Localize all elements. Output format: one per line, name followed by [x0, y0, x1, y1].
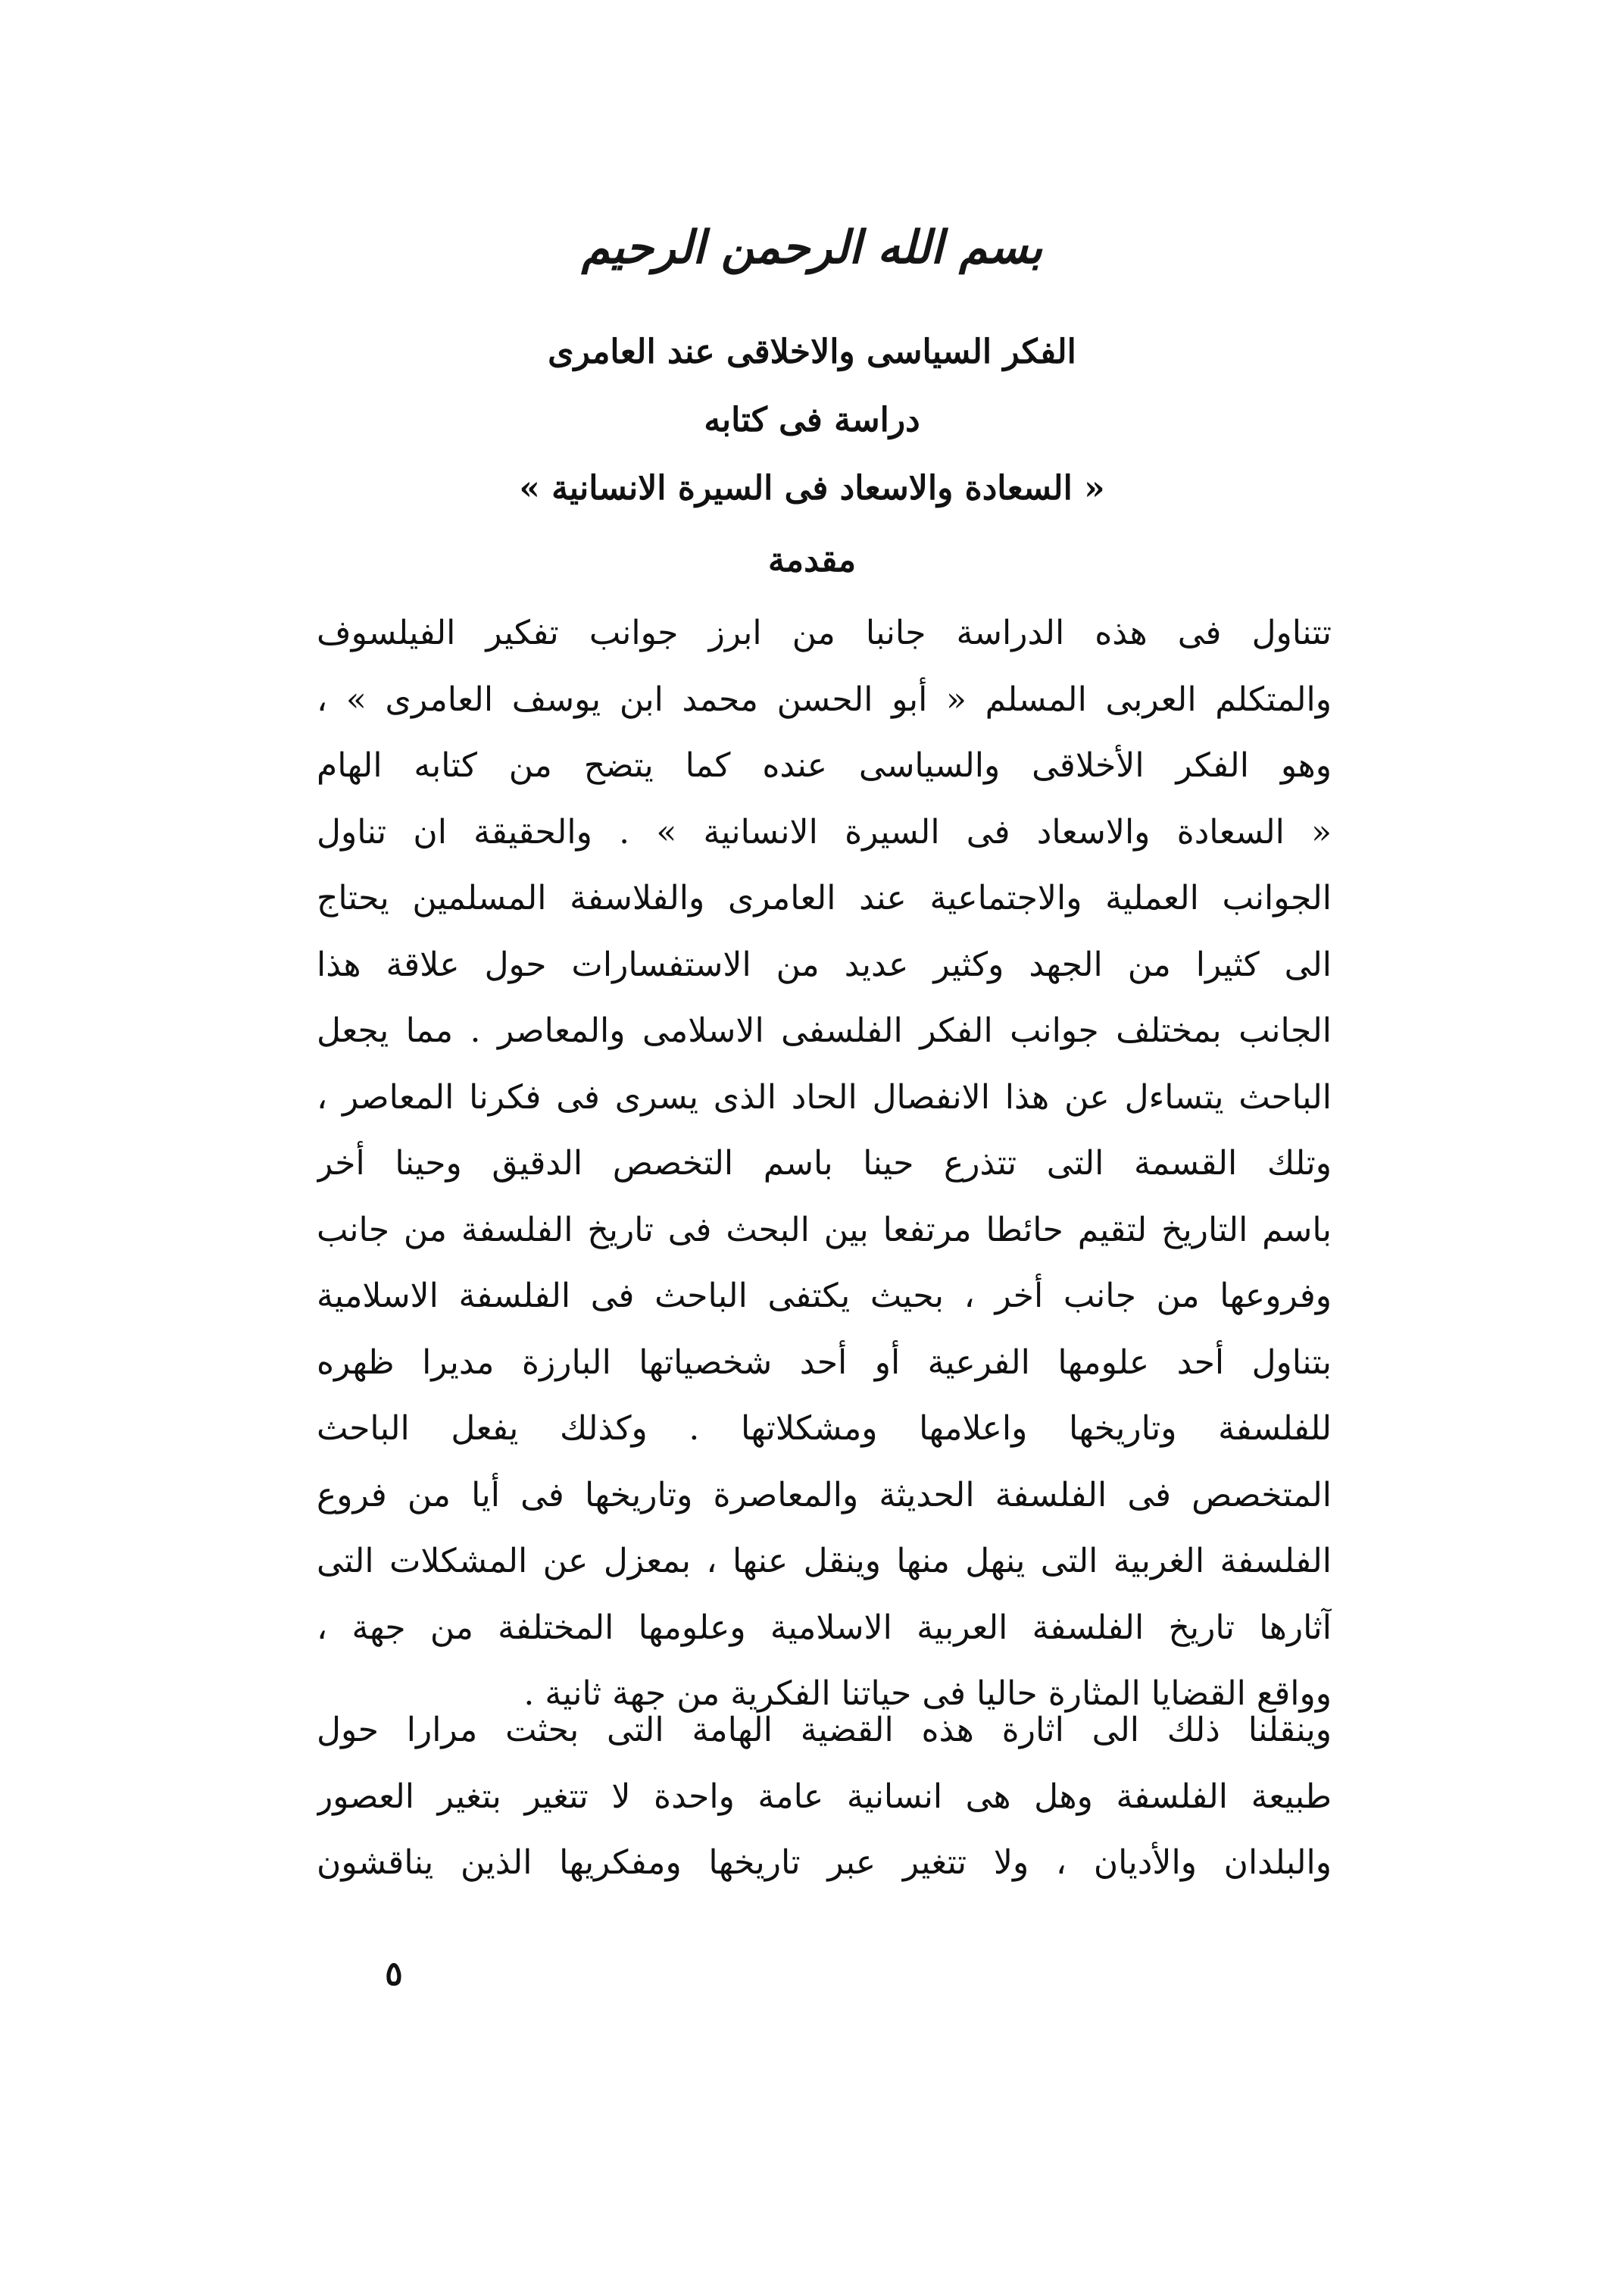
title-block — [0, 318, 1624, 523]
text-line: الجانب بمختلف جوانب الفكر الفلسفى الاسلامى والمعاصر . مما يجعل — [317, 1011, 1332, 1050]
text-line: وينقلنا ذلك الى اثارة هذه القضية الهامة التى بحثت مرارا حول — [317, 1711, 1332, 1749]
text-line: وهو الفكر الأخلاقى والسياسى عنده كما يتضح من كتابه الهام — [317, 746, 1332, 785]
text-line: بتناول أحد علومها الفرعية أو أحد شخصياتها البارزة مديرا ظهره — [317, 1342, 1332, 1382]
title-line-3: « السعادة والاسعاد فى السيرة الانسانية » — [519, 469, 1105, 508]
text-line: « السعادة والاسعاد فى السيرة الانسانية » . والحقيقة ان تناول — [317, 812, 1332, 852]
text-line: وواقع القضايا المثارة حاليا فى حياتنا الفكرية من جهة ثانية . — [523, 1674, 1332, 1713]
basmala-calligraphy: بسم الله الرحمن الرحيم — [581, 221, 1043, 274]
paragraph-1 — [317, 600, 1332, 1727]
text-line: الفلسفة الغربية التى ينهل منها وينقل عنها ، بمعزل عن المشكلات التى — [317, 1542, 1332, 1580]
text-line: طبيعة الفلسفة وهل هى انسانية عامة واحدة لا تتغير بتغير العصور — [317, 1777, 1332, 1816]
text-line: آثارها تاريخ الفلسفة العربية الاسلامية وعلومها المختلفة من جهة ، — [317, 1608, 1332, 1647]
title-line-2: دراسة فى كتابه — [704, 401, 920, 439]
title-line-1: الفكر السياسى والاخلاقى عند العامرى — [548, 333, 1076, 371]
text-line: وتلك القسمة التى تتذرع حينا باسم التخصص الدقيق وحينا أخر — [317, 1144, 1332, 1183]
text-line: للفلسفة وتاريخها واعلامها ومشكلاتها . وكذلك يفعل الباحث — [317, 1409, 1332, 1448]
text-line: والمتكلم العربى المسلم « أبو الحسن محمد ابن يوسف العامرى » ، — [317, 680, 1332, 719]
page-number: ٥ — [385, 1955, 403, 1993]
section-heading: مقدمة — [767, 541, 857, 580]
text-line: باسم التاريخ لتقيم حائطا مرتفعا بين البحث فى تاريخ الفلسفة من جانب — [317, 1210, 1332, 1249]
text-line: الى كثيرا من الجهد وكثير عديد من الاستفسارات حول علاقة هذا — [317, 945, 1332, 984]
text-line: والبلدان والأديان ، ولا تتغير عبر تاريخها ومفكريها الذين يناقشون — [317, 1843, 1332, 1882]
text-line: وفروعها من جانب أخر ، بحيث يكتفى الباحث فى الفلسفة الاسلامية — [317, 1277, 1332, 1315]
text-line: الجوانب العملية والاجتماعية عند العامرى والفلاسفة المسلمين يحتاج — [317, 879, 1332, 917]
paragraph-2 — [317, 1697, 1332, 1896]
text-line: تتناول فى هذه الدراسة جانبا من ابرز جوانب تفكير الفيلسوف — [317, 614, 1332, 652]
text-line: المتخصص فى الفلسفة الحديثة والمعاصرة وتاريخها فى أيا من فروع — [317, 1475, 1332, 1514]
text-line: الباحث يتساءل عن هذا الانفصال الحاد الذى يسرى فى فكرنا المعاصر ، — [317, 1077, 1332, 1117]
